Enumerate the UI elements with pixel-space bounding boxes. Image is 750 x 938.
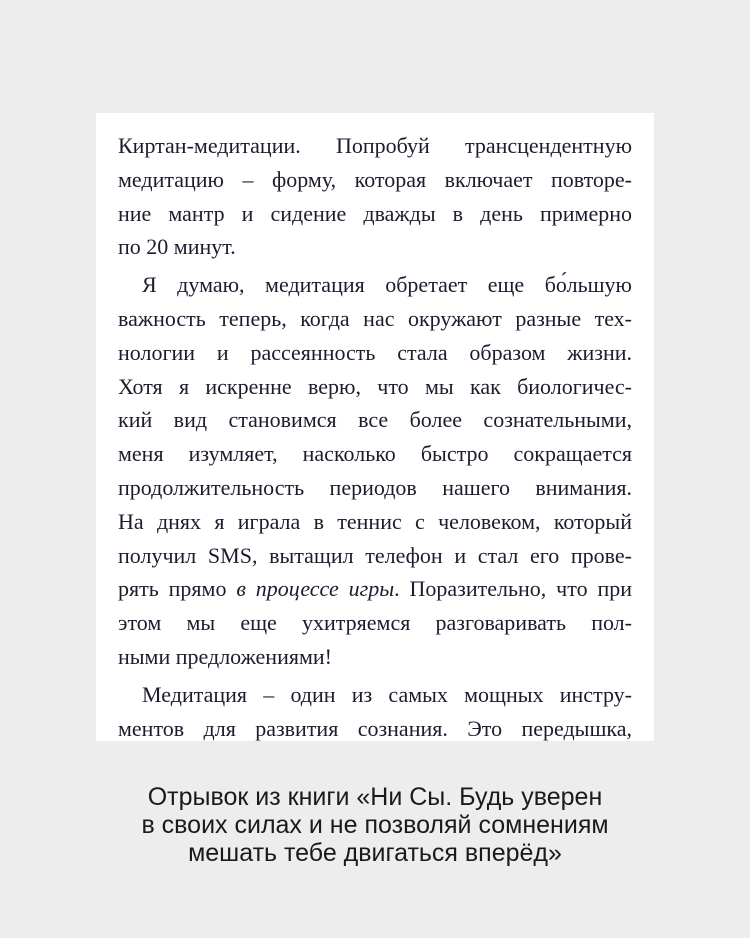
text-line: ментов для развития сознания. Это передышка, (118, 715, 632, 741)
caption-line: мешать тебе двигаться вперёд» (188, 839, 562, 867)
book-caption (0, 783, 750, 867)
text-line: медитацию – форму, которая включает повторе- (118, 166, 632, 192)
text-line: получил SMS, вытащил телефон и стал его прове- (118, 542, 632, 568)
text-line: ными предложениями! (118, 643, 332, 669)
text-line: На днях я играла в теннис с человеком, который (118, 508, 632, 534)
text-line: Я думаю, медитация обретает еще бо́льшую (142, 272, 632, 298)
text-line: нологии и рассеянность стала образом жизни. (118, 339, 632, 365)
text-line: по 20 минут. (118, 234, 236, 260)
book-page-excerpt (96, 113, 654, 741)
book-text-body (118, 129, 632, 741)
italic-emphasis: в процессе игры (236, 576, 395, 602)
text-line: Медитация – один из самых мощных инстру- (142, 681, 632, 707)
text-line-mixed (118, 572, 632, 606)
paragraph-1 (118, 129, 632, 264)
text-line: продолжительность периодов нашего внимания. (118, 474, 632, 500)
caption-line: Отрывок из книги «Ни Сы. Будь уверен (147, 783, 603, 811)
text-segment: рять прямо (118, 576, 237, 602)
caption-line: в своих силах и не позволяй сомнениям (141, 811, 609, 839)
text-line: важность теперь, когда нас окружают разные тех- (118, 305, 632, 331)
text-line: ние мантр и сидение дважды в день примерно (118, 200, 632, 226)
paragraph-3 (118, 678, 632, 741)
text-line: этом мы еще ухитряемся разговаривать пол- (118, 610, 632, 636)
paragraph-2 (118, 268, 632, 674)
text-line: Хотя я искренне верю, что мы как биологичес- (118, 373, 632, 399)
text-line: Киртан-медитации. Попробуй трансцендентную (118, 133, 632, 158)
text-line: меня изумляет, насколько быстро сокращается (118, 441, 632, 467)
text-line: кий вид становимся все более сознательными, (118, 407, 632, 433)
text-segment: . Поразительно, что при (394, 576, 632, 602)
